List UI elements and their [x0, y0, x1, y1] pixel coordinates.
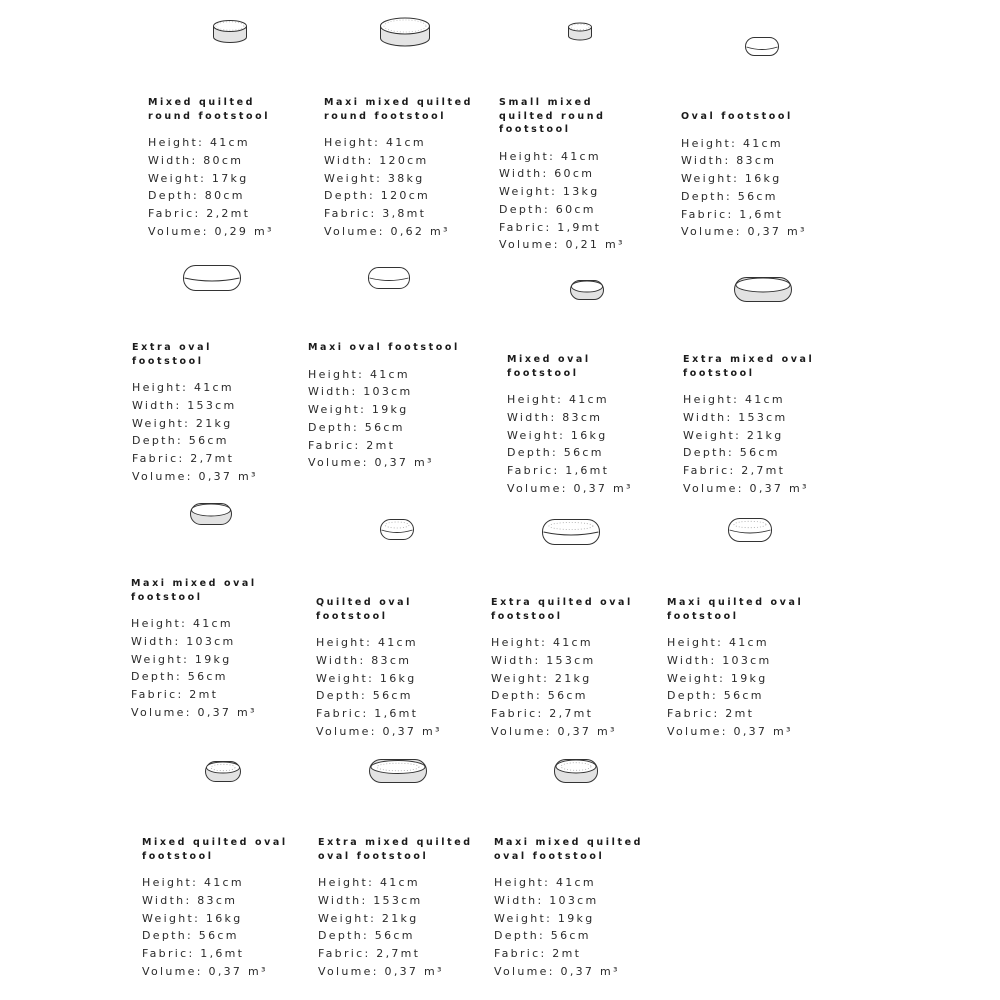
product-title: Maxi mixed quilted round footstool — [324, 97, 474, 122]
height-spec: Height: 41cm — [499, 149, 601, 163]
weight-spec: Weight: 19kg — [667, 671, 768, 685]
depth-spec: Depth: 56cm — [507, 446, 604, 460]
round-quilted-footstool-icon — [212, 19, 248, 45]
volume-spec: Volume: 0,62 m³ — [324, 224, 450, 238]
height-spec: Height: 41cm — [681, 136, 783, 150]
fabric-spec: Fabric: 2,7mt — [318, 947, 421, 961]
extra-mixed-oval-footstool-icon — [733, 276, 793, 306]
product-title: Small mixed quilted round footstool — [499, 97, 606, 135]
width-spec: Width: 83cm — [507, 410, 603, 424]
fabric-spec: Fabric: 1,6mt — [316, 707, 419, 721]
fabric-spec: Fabric: 2mt — [131, 688, 219, 702]
fabric-spec: Fabric: 2mt — [308, 438, 396, 452]
width-spec: Width: 83cm — [142, 893, 238, 907]
width-spec: Width: 83cm — [316, 653, 412, 667]
height-spec: Height: 41cm — [494, 876, 596, 889]
volume-spec: Volume: 0,37 m³ — [667, 724, 793, 738]
width-spec: Width: 153cm — [683, 410, 788, 424]
product-title: Maxi mixed oval footstool — [131, 578, 257, 603]
height-spec: Height: 41cm — [308, 367, 410, 381]
weight-spec: Weight: 21kg — [683, 428, 784, 442]
maxi-oval-footstool-icon — [367, 266, 411, 292]
volume-spec: Volume: 0,37 m³ — [491, 724, 617, 738]
depth-spec: Depth: 120cm — [324, 189, 431, 203]
depth-spec: Depth: 56cm — [132, 434, 229, 448]
weight-spec: Weight: 19kg — [131, 652, 232, 666]
extra-mixed-quilted-oval-footstool-icon — [368, 758, 428, 786]
weight-spec: Weight: 21kg — [318, 911, 419, 925]
height-spec: Height: 41cm — [507, 393, 609, 406]
weight-spec: Weight: 16kg — [681, 172, 782, 186]
depth-spec: Depth: 56cm — [316, 689, 413, 703]
fabric-spec: Fabric: 2,7mt — [683, 464, 786, 478]
weight-spec: Weight: 16kg — [507, 428, 608, 442]
volume-spec: Volume: 0,37 m³ — [142, 964, 268, 978]
product-title: Extra mixed quilted oval footstool — [318, 837, 473, 862]
fabric-spec: Fabric: 2,7mt — [491, 707, 594, 721]
depth-spec: Depth: 56cm — [667, 689, 764, 703]
fabric-spec: Fabric: 2,7mt — [132, 452, 235, 466]
width-spec: Width: 103cm — [308, 385, 413, 399]
volume-spec: Volume: 0,37 m³ — [316, 724, 442, 738]
width-spec: Width: 83cm — [681, 154, 777, 168]
weight-spec: Weight: 16kg — [142, 911, 243, 925]
volume-spec: Volume: 0,37 m³ — [131, 705, 257, 719]
extra-oval-footstool-icon — [182, 264, 242, 294]
height-spec: Height: 41cm — [318, 876, 420, 889]
height-spec: Height: 41cm — [324, 136, 426, 149]
height-spec: Height: 41cm — [132, 381, 234, 394]
product-title: Mixed oval footstool — [507, 354, 591, 379]
mixed-quilted-oval-footstool-icon — [204, 760, 242, 784]
volume-spec: Volume: 0,37 m³ — [494, 964, 620, 978]
product-title: Extra quilted oval footstool — [491, 597, 633, 622]
mixed-oval-footstool-icon — [569, 279, 605, 303]
weight-spec: Weight: 21kg — [132, 416, 233, 430]
weight-spec: Weight: 16kg — [316, 671, 417, 685]
weight-spec: Weight: 38kg — [324, 171, 425, 185]
depth-spec: Depth: 56cm — [308, 420, 405, 434]
maxi-mixed-oval-footstool-icon — [189, 502, 233, 528]
extra-quilted-oval-footstool-icon — [541, 518, 601, 548]
width-spec: Width: 153cm — [491, 653, 596, 667]
height-spec: Height: 41cm — [148, 136, 250, 149]
volume-spec: Volume: 0,37 m³ — [318, 964, 444, 978]
product-title: Mixed quilted round footstool — [148, 97, 271, 122]
height-spec: Height: 41cm — [683, 393, 785, 406]
fabric-spec: Fabric: 2mt — [494, 947, 582, 961]
maxi-quilted-oval-footstool-icon — [727, 517, 773, 545]
weight-spec: Weight: 19kg — [308, 403, 409, 417]
width-spec: Width: 103cm — [131, 634, 236, 648]
large-round-quilted-footstool-icon — [379, 17, 431, 49]
height-spec: Height: 41cm — [316, 636, 418, 649]
width-spec: Width: 60cm — [499, 167, 595, 181]
weight-spec: Weight: 13kg — [499, 185, 600, 199]
volume-spec: Volume: 0,29 m³ — [148, 224, 274, 238]
volume-spec: Volume: 0,37 m³ — [132, 469, 258, 483]
height-spec: Height: 41cm — [131, 617, 233, 630]
small-round-quilted-footstool-icon — [567, 21, 593, 43]
product-title: Oval footstool — [681, 111, 793, 122]
maxi-mixed-quilted-oval-footstool-icon — [553, 758, 599, 786]
fabric-spec: Fabric: 1,6mt — [142, 947, 245, 961]
height-spec: Height: 41cm — [667, 636, 769, 649]
fabric-spec: Fabric: 1,9mt — [499, 220, 602, 234]
weight-spec: Weight: 21kg — [491, 671, 592, 685]
depth-spec: Depth: 60cm — [499, 202, 596, 216]
oval-footstool-icon — [744, 36, 780, 60]
depth-spec: Depth: 56cm — [681, 189, 778, 203]
depth-spec: Depth: 56cm — [318, 929, 415, 943]
weight-spec: Weight: 17kg — [148, 171, 249, 185]
product-title: Maxi mixed quilted oval footstool — [494, 837, 644, 862]
depth-spec: Depth: 80cm — [148, 189, 245, 203]
product-title: Quilted oval footstool — [316, 597, 413, 622]
width-spec: Width: 103cm — [494, 893, 599, 907]
volume-spec: Volume: 0,37 m³ — [681, 225, 807, 239]
volume-spec: Volume: 0,37 m³ — [507, 481, 633, 495]
width-spec: Width: 120cm — [324, 153, 429, 167]
fabric-spec: Fabric: 2mt — [667, 707, 755, 721]
product-title: Extra oval footstool — [132, 342, 212, 367]
height-spec: Height: 41cm — [142, 876, 244, 889]
product-title: Maxi oval footstool — [308, 342, 460, 353]
volume-spec: Volume: 0,37 m³ — [683, 481, 809, 495]
width-spec: Width: 153cm — [318, 893, 423, 907]
fabric-spec: Fabric: 1,6mt — [507, 464, 610, 478]
product-title: Extra mixed oval footstool — [683, 354, 815, 379]
depth-spec: Depth: 56cm — [131, 670, 228, 684]
product-title: Mixed quilted oval footstool — [142, 837, 288, 862]
depth-spec: Depth: 56cm — [142, 929, 239, 943]
weight-spec: Weight: 19kg — [494, 911, 595, 925]
depth-spec: Depth: 56cm — [494, 929, 591, 943]
fabric-spec: Fabric: 3,8mt — [324, 207, 427, 221]
quilted-oval-footstool-icon — [379, 518, 415, 542]
product-title: Maxi quilted oval footstool — [667, 597, 804, 622]
depth-spec: Depth: 56cm — [683, 446, 780, 460]
fabric-spec: Fabric: 1,6mt — [681, 207, 784, 221]
volume-spec: Volume: 0,21 m³ — [499, 238, 625, 252]
fabric-spec: Fabric: 2,2mt — [148, 207, 251, 221]
depth-spec: Depth: 56cm — [491, 689, 588, 703]
width-spec: Width: 80cm — [148, 153, 244, 167]
volume-spec: Volume: 0,37 m³ — [308, 456, 434, 470]
width-spec: Width: 153cm — [132, 398, 237, 412]
height-spec: Height: 41cm — [491, 636, 593, 649]
width-spec: Width: 103cm — [667, 653, 772, 667]
